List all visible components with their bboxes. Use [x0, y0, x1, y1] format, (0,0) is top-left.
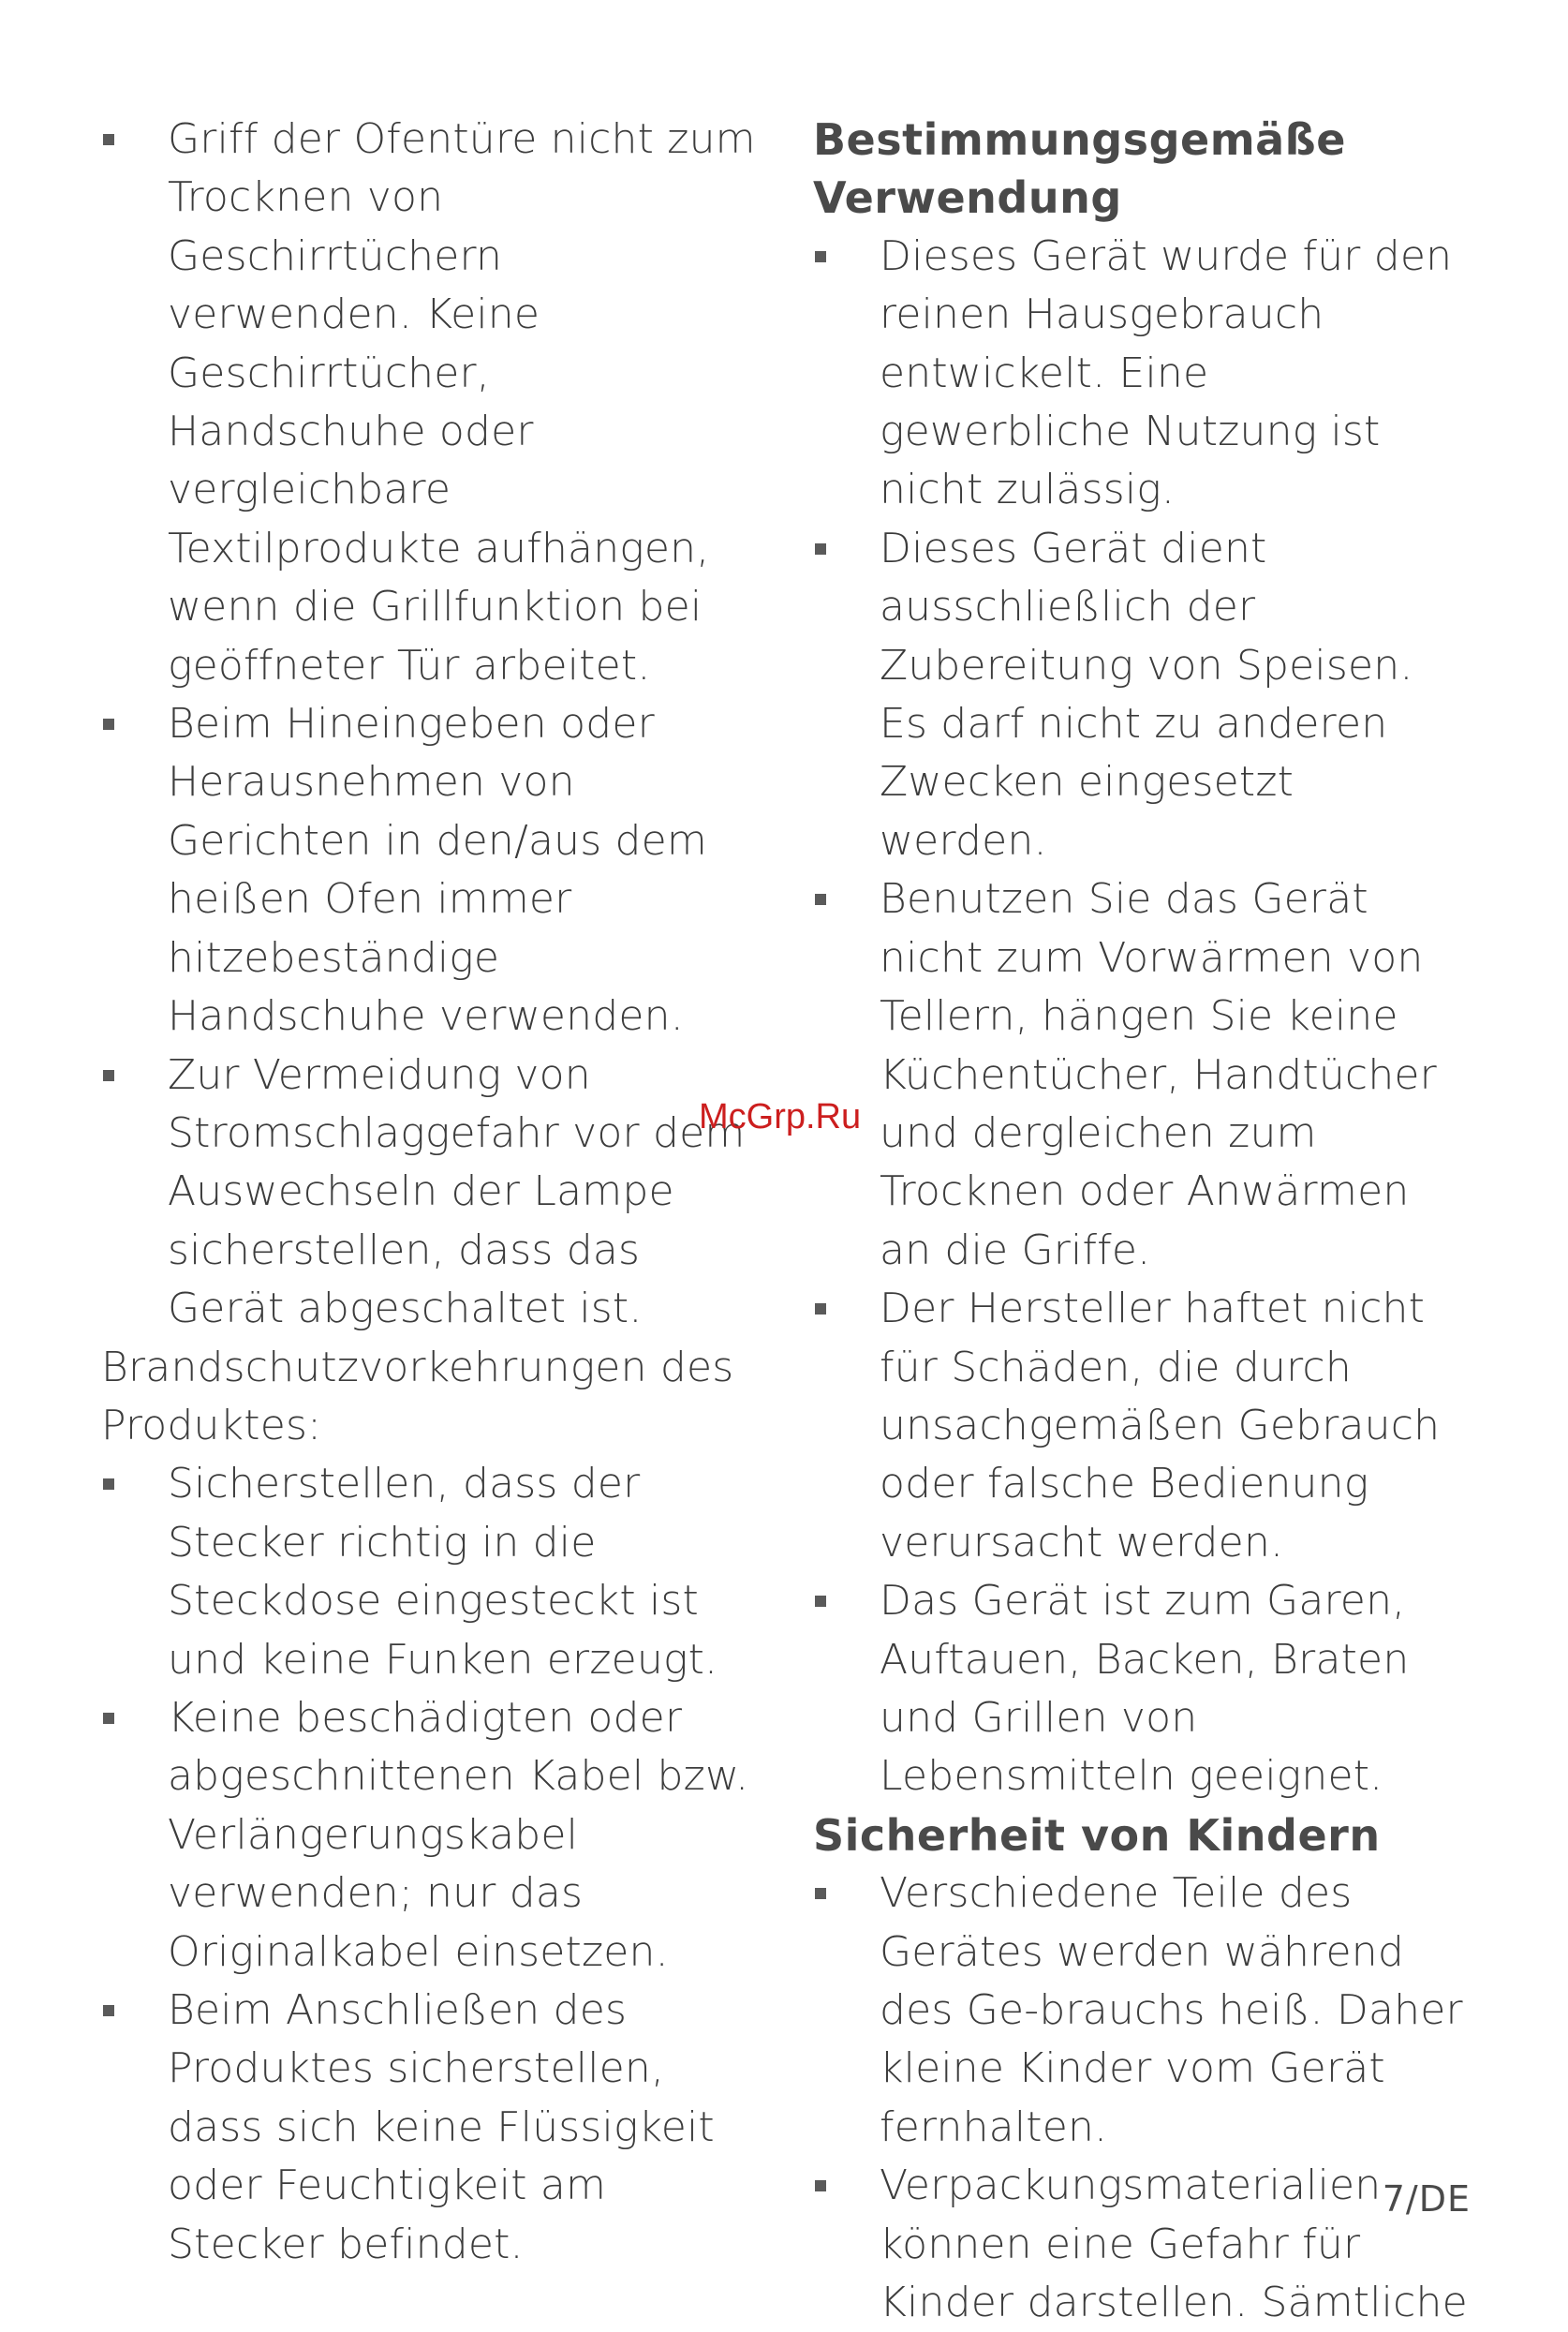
list-item-text: Das Gerät ist zum Garen, Auftauen, Backen, Braten und Grillen von Lebensmitteln geeignet. [880, 1577, 1410, 1801]
list-item [813, 1280, 1469, 1572]
list-item-text: Verschiedene Teile des Gerätes werden während des Ge-brauchs heiß. Daher kleine Kinder vom Gerät fernhalten. [880, 1869, 1463, 2151]
list-item [813, 520, 1469, 870]
section-heading-child-safety: Sicherheit von Kindern [813, 1809, 1381, 1861]
watermark: McGrp.Ru [699, 1097, 862, 1136]
list-item [813, 870, 1469, 1280]
bullet-icon [103, 1713, 114, 1724]
list-item [101, 695, 757, 1046]
bullet-icon [815, 1303, 826, 1315]
list-item-text: Der Hersteller haftet nicht für Schäden, die durch unsachgemäßen Gebrauch oder falsche Bedienung verursacht werden. [880, 1285, 1441, 1567]
list-item [813, 1572, 1469, 1806]
list-item-text: Benutzen Sie das Gerät nicht zum Vorwärmen von Tellern, hängen Sie keine Küchentücher, Handtücher und dergleichen zum Trocknen oder Anwärmen an die Griffe. [880, 875, 1437, 1274]
list-item-text: Beim Hineingeben oder Herausnehmen von Gerichten in den/aus dem heißen Ofen immer hitzebeständige Handschuhe verwenden. [168, 700, 707, 1041]
bullet-icon [103, 134, 114, 145]
list-item-text: Zur Vermeidung von Stromschlaggefahr vor dem Auswechseln der Lampe sicherstellen, dass das Gerät abgeschaltet ist. [168, 1050, 746, 1333]
list-item [101, 1047, 757, 1339]
list-item [813, 1864, 1469, 2157]
section-heading-intended-use: Bestimmungsgemäße Verwendung [813, 114, 1346, 224]
left-column [101, 111, 757, 2274]
list-item-text: Sicherstellen, dass der Stecker richtig in die Steckdose eingesteckt ist und keine Funken erzeugt. [168, 1460, 718, 1684]
bullet-icon [815, 1888, 826, 1899]
bullet-icon [103, 2005, 114, 2016]
bullet-icon [103, 1070, 114, 1081]
list-item [813, 228, 1469, 520]
list-item [101, 1455, 757, 1689]
list-item-text: Dieses Gerät wurde für den reinen Hausgebrauch entwickelt. Eine gewerbliche Nutzung ist nicht zulässig. [880, 231, 1453, 514]
fire-safety-intro: Brandschutzvorkehrungen des Produktes: [101, 1343, 734, 1449]
bullet-icon [815, 2180, 826, 2191]
page-number: 7/DE [1382, 2178, 1471, 2220]
right-column [813, 111, 1469, 2332]
list-item [101, 1689, 757, 1982]
bullet-icon [815, 543, 826, 555]
list-item-text: Dieses Gerät dient ausschließlich der Zubereitung von Speisen. Es darf nicht zu anderen Zwecken eingesetzt werden. [880, 524, 1413, 865]
list-item [813, 2157, 1469, 2332]
bullet-icon [815, 1596, 826, 1607]
list-item-text: Keine beschädigten oder abgeschnittenen Kabel bzw. Verlängerungskabel verwenden; nur das Originalkabel einsetzen. [168, 1693, 749, 1976]
bullet-icon [103, 719, 114, 730]
list-item-text: Beim Anschließen des Produktes sicherstellen, dass sich keine Flüssigkeit oder Feuchtigkeit am Stecker befindet. [168, 1986, 715, 2268]
list-item-text: Griff der Ofentüre nicht zum Trocknen von Geschirrtüchern verwenden. Keine Geschirrtücher, Handschuhe oder vergleichbare Textilprodukte aufhängen, wenn die Grillfunktion bei geöffneter Tür arbeitet. [168, 115, 756, 690]
bullet-icon [103, 1478, 114, 1490]
bullet-icon [815, 251, 826, 262]
list-item-text: Verpackungsmaterialien können eine Gefahr für Kinder darstellen. Sämtliche [880, 2161, 1468, 2327]
list-item [101, 1982, 757, 2274]
bullet-icon [815, 894, 826, 905]
list-item [101, 111, 757, 695]
